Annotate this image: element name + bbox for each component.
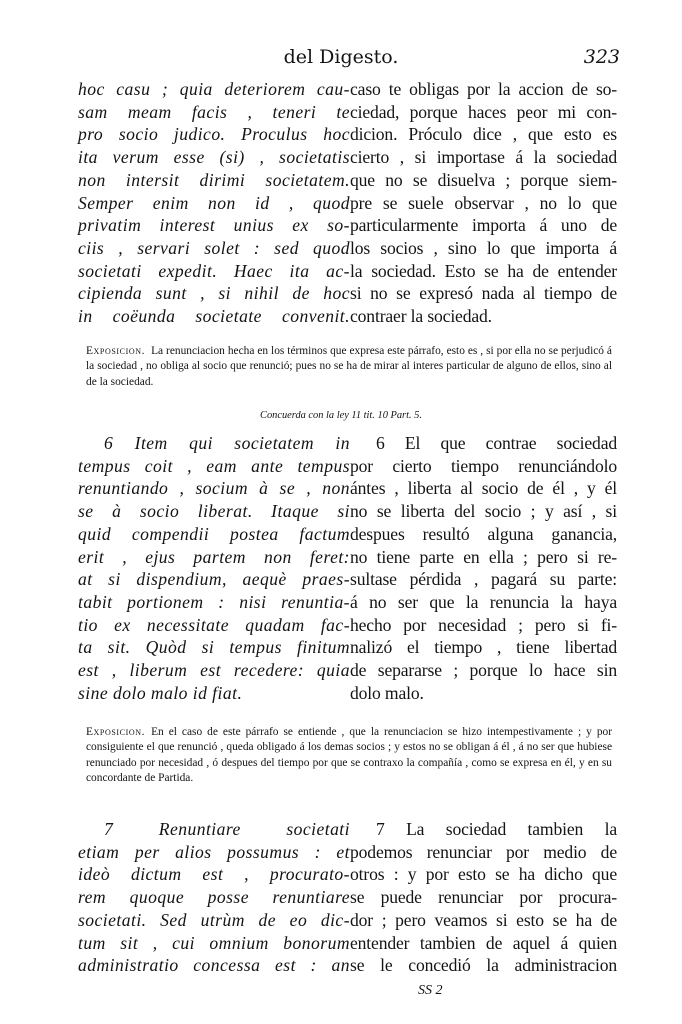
spanish-line: á no ser que la renuncia la haya bbox=[350, 591, 617, 612]
spanish-line: que no se disuelva ; porque siem- bbox=[350, 169, 617, 190]
latin-line: cipienda sunt , si nihil de hoc bbox=[78, 283, 350, 304]
signature-mark: SS 2 bbox=[418, 983, 443, 998]
spanish-line: nalizó el tiempo , tiene libertad bbox=[350, 637, 617, 658]
exposicion-text: La renunciacion hecha en los términos que expresa este párrafo, esto es , si por ella no se perjudicó á la sociedad , no obliga al socio que renunció; pues no se ha de mirar al interes particular de alguno de ellos, sino al de la sociedad. bbox=[86, 345, 612, 388]
latin-line: sine dolo malo id fiat. bbox=[78, 682, 243, 703]
running-head bbox=[0, 46, 682, 74]
latin-line: quid compendii postea factum bbox=[78, 523, 350, 544]
latin-line: erit , ejus partem non feret: bbox=[78, 546, 350, 567]
latin-line: ta sit. Quòd si tempus finitum bbox=[78, 637, 350, 658]
latin-line: pro socio judico. Proculus hoc bbox=[78, 124, 350, 145]
latin-line: administratio concessa est : an bbox=[78, 955, 350, 976]
spanish-line: sultase pérdida , pagará su parte: bbox=[350, 569, 617, 590]
spanish-line: ántes , liberta al socio de él , y él bbox=[350, 478, 617, 499]
latin-line: rem quoque posse renuntiare bbox=[78, 887, 350, 908]
spanish-line: particularmente importa á uno de bbox=[350, 215, 617, 236]
latin-line: non intersit dirimi societatem. bbox=[78, 169, 350, 190]
latin-line: renuntiando , socium à se , non bbox=[78, 478, 350, 499]
latin-line: ideò dictum est , procurato- bbox=[78, 864, 350, 885]
spanish-line: no tiene parte en ella ; pero si re- bbox=[350, 546, 617, 567]
spanish-line: despues resultó alguna ganancia, bbox=[350, 523, 617, 544]
exposicion-text: En el caso de este párrafo se entiende , que la renunciacion se hizo intempestivamente ; y por consiguiente el que renunció , queda obligado á los demas socios ; y estos no se obligan á él , á no ser que hubiese renunciado por necesidad , ó despues del tiempo por que se contraxo la compañía , como se expresa en él, y en su concordante de Partida. bbox=[86, 726, 612, 785]
spanish-line: entender tambien de aquel á quien bbox=[350, 932, 617, 953]
exposicion-label: Exposicion. bbox=[86, 726, 146, 738]
spanish-line: no se liberta del socio ; y así , si bbox=[350, 501, 617, 522]
latin-line: tempus coit , eam ante tempus bbox=[78, 455, 350, 476]
latin-line: tio ex necessitate quadam fac- bbox=[78, 614, 350, 635]
concordancia-note: Concuerda con la ley 11 tit. 10 Part. 5. bbox=[260, 410, 422, 421]
spanish-line: si no se expresó nada al tiempo de bbox=[350, 283, 617, 304]
spanish-line: cierto , si importase á la sociedad bbox=[350, 147, 617, 168]
latin-line: ita verum esse (si) , societatis bbox=[78, 147, 350, 168]
exposicion-label: Exposicion. bbox=[86, 345, 146, 357]
spanish-line: se puede renunciar por procura- bbox=[350, 887, 617, 908]
page-number: 323 bbox=[583, 46, 620, 68]
spanish-line: 7 La sociedad tambien la bbox=[376, 819, 617, 839]
spanish-column bbox=[350, 78, 617, 328]
latin-line: privatim interest unius ex so- bbox=[78, 215, 350, 236]
spanish-line: se le concedió la administracion bbox=[350, 955, 617, 976]
latin-line: 7 Renuntiare societati bbox=[104, 819, 350, 839]
spanish-column bbox=[350, 432, 617, 704]
spanish-column bbox=[350, 818, 617, 977]
spanish-line: contraer la sociedad. bbox=[350, 306, 492, 327]
latin-line: hoc casu ; quia deteriorem cau- bbox=[78, 79, 350, 99]
exposicion-note bbox=[86, 344, 612, 390]
latin-line: Semper enim non id , quod bbox=[78, 192, 350, 213]
spanish-line: otros : y por esto se ha dicho que bbox=[350, 864, 617, 885]
spanish-line: podemos renunciar por medio de bbox=[350, 841, 617, 862]
latin-column bbox=[78, 432, 350, 704]
spanish-line: 6 El que contrae sociedad bbox=[376, 433, 617, 453]
latin-line: at si dispendium, aequè praes- bbox=[78, 569, 350, 590]
latin-line: etiam per alios possumus : et bbox=[78, 841, 350, 862]
latin-line: ciis , servari solet : sed quod bbox=[78, 237, 350, 258]
latin-line: societati. Sed utrùm de eo dic- bbox=[78, 909, 350, 930]
spanish-line: dor ; pero veamos si esto se ha de bbox=[350, 909, 617, 930]
latin-line: est , liberum est recedere: quia bbox=[78, 660, 350, 681]
latin-column bbox=[78, 818, 350, 977]
latin-line: se à socio liberat. Itaque si bbox=[78, 501, 350, 522]
latin-line: sam meam facis , teneri te bbox=[78, 101, 350, 122]
latin-line: in coëunda societate convenit. bbox=[78, 306, 350, 327]
spanish-line: de separarse ; porque lo hace sin bbox=[350, 660, 617, 681]
spanish-line: pre se suele observar , no lo que bbox=[350, 192, 617, 213]
spanish-line: dicion. Próculo dice , que esto es bbox=[350, 124, 617, 145]
exposicion-note bbox=[86, 725, 612, 787]
latin-column bbox=[78, 78, 350, 328]
spanish-line: ciedad, porque haces peor mi con- bbox=[350, 101, 617, 122]
latin-line: societati expedit. Haec ita ac- bbox=[78, 260, 350, 281]
spanish-line: dolo malo. bbox=[350, 682, 424, 703]
latin-line: tum sit , cui omnium bonorum bbox=[78, 932, 350, 953]
running-head-title: del Digesto. bbox=[283, 46, 399, 68]
spanish-line: hecho por necesidad ; pero si fi- bbox=[350, 614, 617, 635]
latin-line: tabit portionem : nisi renuntia- bbox=[78, 591, 350, 612]
spanish-line: la sociedad. Esto se ha de entender bbox=[350, 260, 617, 281]
latin-line: 6 Item qui societatem in bbox=[104, 433, 350, 453]
spanish-line: los socios , sino lo que importa á bbox=[350, 237, 617, 258]
spanish-line: caso te obligas por la accion de so- bbox=[350, 79, 617, 99]
spanish-line: por cierto tiempo renunciándolo bbox=[350, 455, 617, 476]
